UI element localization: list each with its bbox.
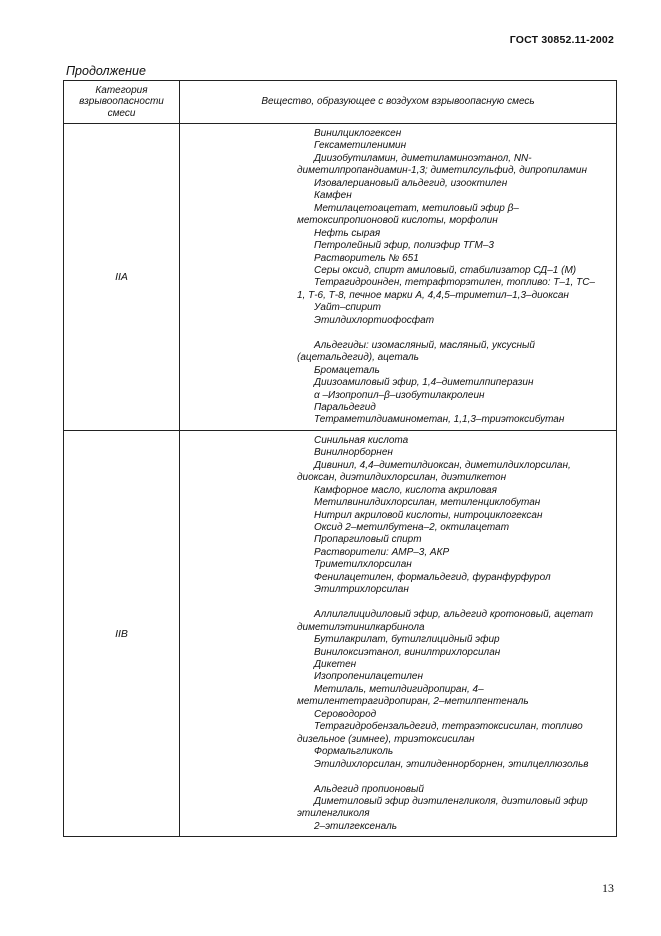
substance-entry: Диизоамиловый эфир, 1,4–диметилпиперазин — [314, 377, 534, 389]
substance-entry: Оксид 2–метилбутена–2, октилацетат — [314, 522, 510, 534]
substance-entry: α –Изопропил–β–изобутилакролеин — [314, 389, 485, 401]
substance-entry: Синильная кислота — [314, 434, 409, 446]
substance-entry: Аллилглицидиловый эфир, альдегид кротоновый, ацетат диметилэтинилкарбинола — [297, 609, 594, 633]
substance-entry: Этилтрихлорсилан — [314, 584, 409, 596]
substance-table — [63, 80, 617, 837]
substance-entry: Этилдихлорсилан, этилиденнорборнен, этилцеллюзольв — [314, 758, 589, 770]
substance-entry: Изопропенилацетилен — [314, 671, 423, 683]
substance-entry: 2–этилгексеналь — [314, 820, 397, 832]
substance-entry: Тетрагидробензальдегид, тетраэтоксисилан, топливо дизельное (зимнее), триэтоксисилан — [297, 721, 583, 745]
substance-entry: Формальгликоль — [314, 746, 394, 758]
substance-entry: Растворитель № 651 — [314, 252, 419, 264]
substance-entry: Бромацеталь — [314, 364, 380, 376]
substance-entry: Тетрагидроинден, тетрафторэтилен, топливо: Т–1, ТС–1, Т-6, Т-8, печное марки А, 4,4,5–триметил–1,3–диоксан — [297, 277, 595, 301]
group-gap — [297, 327, 602, 339]
column-header-category: Категория взрывоопасности смеси — [64, 81, 180, 124]
standard-header: ГОСТ 30852.11-2002 — [509, 34, 614, 46]
table-body — [64, 124, 617, 837]
substance-entry: Винилоксиэтанол, винилтрихлорсилан — [314, 646, 501, 658]
table-header-row — [64, 81, 617, 124]
substance-entry: Изовалериановый альдегид, изооктилен — [314, 177, 508, 189]
category-cell: IIA — [64, 124, 180, 431]
substance-cell — [180, 430, 617, 836]
column-header-substance: Вещество, образующее с воздухом взрывоопасную смесь — [180, 81, 617, 124]
substance-entry: Диизобутиламин, диметиламиноэтанол, NN-диметилпропандиамин-1,3; диметилсульфид, дипропиламин — [297, 152, 587, 177]
substance-entry: Альдегиды: изомасляный, масляный, уксусный (ацетальдегид), ацеталь — [297, 339, 535, 364]
substance-entry: Дикетен — [314, 659, 357, 670]
substance-entry: Гексаметиленимин — [314, 140, 407, 152]
substance-entry: Триметилхлорсилан — [314, 559, 412, 571]
substance-cell — [180, 124, 617, 431]
page-number: 13 — [602, 881, 614, 895]
substance-entry: Уайт–спирит — [314, 302, 381, 314]
substance-entry: Нефть сырая — [314, 227, 381, 239]
substance-entry: Камфен — [314, 190, 352, 202]
table-row — [64, 430, 617, 836]
substance-entry: Камфорное масло, кислота акриловая — [314, 484, 497, 496]
substance-entry: Винилциклогексен — [314, 128, 402, 139]
group-gap — [297, 597, 602, 609]
substance-entry: Пропаргиловый спирт — [314, 534, 422, 546]
group-gap — [297, 771, 602, 783]
substance-entry: Метилаль, метилдигидропиран, 4–метилентетрагидропиран, 2–метилпентеналь — [297, 683, 529, 708]
substance-entry: Фенилацетилен, формальдегид, фуранфурфурол — [314, 571, 551, 583]
substance-entry: Тетраметилдиаминометан, 1,1,3–триэтоксибутан — [314, 414, 565, 426]
substance-entry: Петролейный эфир, полиэфир ТГМ–3 — [314, 240, 494, 252]
substance-entry: Сероводород — [314, 708, 377, 720]
substance-entry: Бутилакрилат, бутилглицидный эфир — [314, 634, 500, 646]
continuation-label: Продолжение — [66, 64, 146, 78]
substance-entry: Растворители: АМР–3, АКР — [314, 546, 450, 558]
substance-entry: Метилвинилдихлорсилан, метиленциклобутан — [314, 497, 541, 509]
substance-entry: Серы оксид, спирт амиловый, стабилизатор СД–1 (М) — [314, 264, 577, 276]
category-cell: IIB — [64, 430, 180, 836]
substance-entry: Нитрил акриловой кислоты, нитроциклогексан — [314, 509, 543, 521]
substance-entry: Этилдихлортиофосфат — [314, 314, 435, 326]
substance-entry: Винилнорборнен — [314, 447, 393, 459]
substance-entry: Метилацетоацетат, метиловый эфир β–метоксипропионовой кислоты, морфолин — [297, 202, 519, 227]
substance-entry: Дивинил, 4,4–диметилдиоксан, диметилдихлорсилан, диоксан, диэтилдихлорсилан, диэтилкетон — [297, 459, 571, 484]
table-row — [64, 124, 617, 431]
substance-entry: Диметиловый эфир диэтиленгликоля, диэтиловый эфир этиленгликоля — [297, 795, 588, 820]
substance-entry: Альдегид пропионовый — [314, 783, 424, 795]
substance-entry: Паральдегид — [314, 401, 376, 413]
